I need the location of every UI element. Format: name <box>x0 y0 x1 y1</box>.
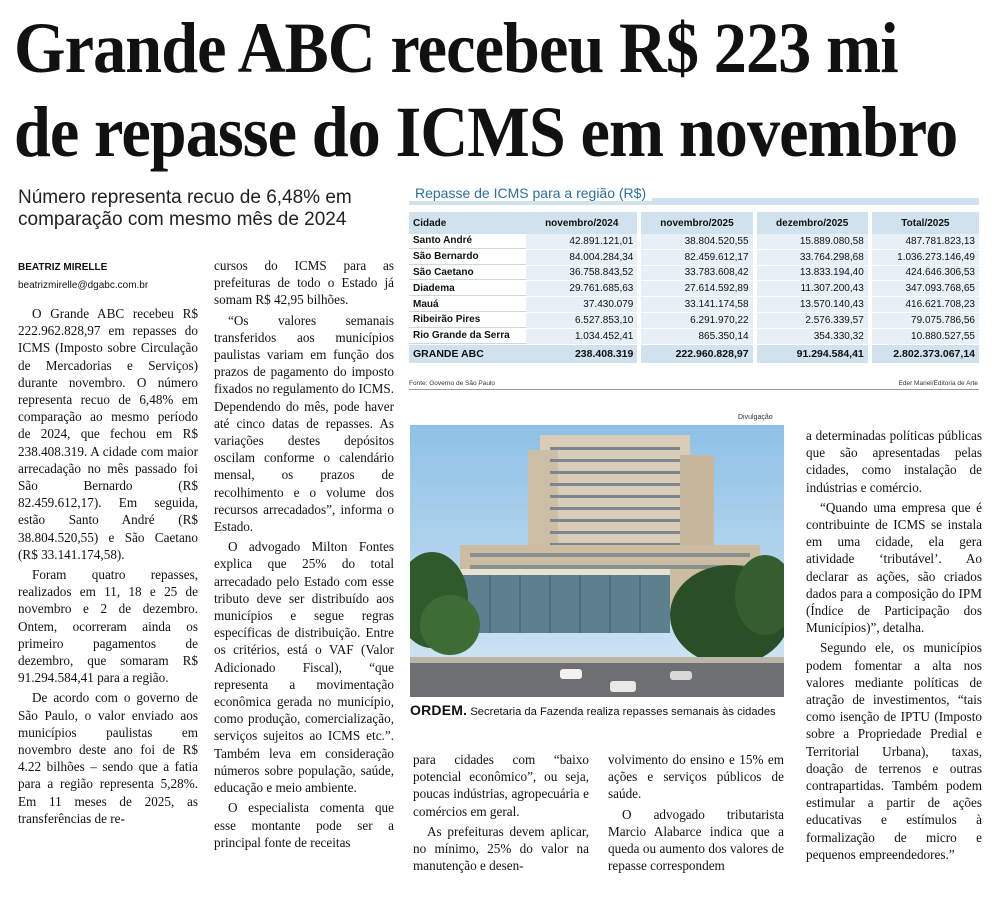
table-cell: Diadema <box>409 281 526 296</box>
paragraph: O especialista comenta que esse montante pode ser a principal fonte de receitas <box>214 800 394 850</box>
table-cell: 865.350,14 <box>641 329 752 344</box>
subheadline: Número representa recuo de 6,48% em comparação com mesmo mês de 2024 <box>18 187 352 230</box>
table-total-cell: GRANDE ABC <box>409 345 526 363</box>
table-cell: 33.783.608,42 <box>641 266 752 281</box>
table-row <box>409 250 979 266</box>
paragraph: O advogado Milton Fontes explica que 25% do total arrecadado pelo Estado com esse tributo deve ser distribuído aos municípios e segue regras específicas de distribuição. Entre os critérios, está o VAF (Valor Adicionado Fiscal), “que representa a movimentação econômica gerada no município, como produção, comercialização, serviços sujeitos ao ICMS etc.”. Também leva em consideração números sobre população, saúde, educação e meio ambiente. <box>214 539 394 796</box>
table-cell: Ribeirão Pires <box>409 313 526 328</box>
photo-credit: Divulgação <box>738 414 773 421</box>
building-photo <box>410 425 784 697</box>
table-cell: 82.459.612,17 <box>641 250 752 265</box>
paragraph: para cidades com “baixo potencial econômico”, ou seja, poucas indústrias, agropecuária e comércios em geral. <box>413 752 589 819</box>
table-cell: 1.036.273.146,49 <box>872 250 979 265</box>
table-title: Repasse de ICMS para a região (R$) <box>409 185 652 201</box>
headline-line-2: de repasse do ICMS em novembro <box>14 92 958 172</box>
paragraph: As prefeituras devem aplicar, no mínimo, 25% do valor na manutenção e desen- <box>413 823 589 874</box>
icms-table <box>409 212 979 363</box>
table-cell: São Caetano <box>409 266 526 281</box>
table-credit: Eder Mariel/Editoria de Arte <box>898 380 978 387</box>
table-cell: São Bernardo <box>409 250 526 265</box>
paragraph: De acordo com o governo de São Paulo, o valor enviado aos municípios paulistas em novembro deste ano foi de R$ 4.22 bilhões – sendo que a fatia para a região representa 5,28%. Em 11 meses de 2025, as transferências de re- <box>18 690 198 826</box>
table-total-cell: 2.802.373.067,14 <box>872 345 979 363</box>
table-cell: 38.804.520,55 <box>641 234 752 249</box>
table-total-row <box>409 345 979 363</box>
table-header-cell: Total/2025 <box>872 212 979 234</box>
table-row <box>409 329 979 345</box>
table-cell: 354.330,32 <box>757 329 868 344</box>
paragraph: a determinadas políticas públicas que são apresentadas pelas cidades, como instalação de indústrias e comércio. <box>806 428 982 495</box>
table-cell: 42.891.121,01 <box>526 234 637 249</box>
paragraph: O advogado tributarista Marcio Alabarce indica que a queda ou aumento dos valores de repasse correspondem <box>608 806 784 874</box>
table-title-bar <box>409 187 979 205</box>
table-cell: 10.880.527,55 <box>872 329 979 344</box>
table-cell: 29.761.685,63 <box>526 281 637 296</box>
table-header-row <box>409 212 979 234</box>
caption-lead: ORDEM. <box>410 702 468 718</box>
table-row <box>409 297 979 313</box>
table-cell: 6.291.970,22 <box>641 313 752 328</box>
table-cell: 33.141.174,58 <box>641 297 752 312</box>
table-cell: 416.621.708,23 <box>872 297 979 312</box>
author-name: BEATRIZ MIRELLE <box>18 262 108 273</box>
table-total-cell: 238.408.319 <box>526 345 637 363</box>
table-cell: 1.034.452,41 <box>526 329 637 344</box>
table-cell: 33.764.298,68 <box>757 250 868 265</box>
table-cell: 487.781.823,13 <box>872 234 979 249</box>
table-cell: 13.570.140,43 <box>757 297 868 312</box>
article-column-4 <box>608 751 784 874</box>
author-email[interactable]: beatrizmirelle@dgabc.com.br <box>18 280 149 291</box>
table-cell: 36.758.843,52 <box>526 266 637 281</box>
paragraph: Foram quatro repasses, realizados em 11, 18 e 25 de novembro e 2 de dezembro. Ontem, ocorreram ainda os primeiro pagamentos de dezembro, que somaram R$ 91.294.584,41 para a região. <box>18 567 198 686</box>
paragraph: “Quando uma empresa que é contribuinte de ICMS se instala em uma cidade, ela gera atividade ‘tributável’. Ao declarar as ações, são criados dados para a composição do IPM (Índice de Participação dos Municípios)”, detalha. <box>806 499 982 636</box>
paragraph: Segundo ele, os municípios podem fomentar a alta nos valores mediante políticas de atração de investimentos, “tais como isenção de IPTU (Imposto sobre a Propriedade Predial e Territorial Urbana), taxas, doação de terrenos e outras contrapartidas. Também podem estimular a partir de ações educativas e estímulos à formalização de micro e pequenos empreendedores.” <box>806 640 982 862</box>
article-column-3 <box>413 751 589 874</box>
table-header-cell: novembro/2024 <box>526 212 637 234</box>
table-row <box>409 281 979 297</box>
building-illustration <box>410 425 784 697</box>
headline <box>14 6 958 174</box>
table-cell: 27.614.592,89 <box>641 281 752 296</box>
article-column-2 <box>214 257 394 851</box>
article-column-1 <box>18 305 198 827</box>
table-cell: Santo André <box>409 234 526 249</box>
table-cell: 2.576.339,57 <box>757 313 868 328</box>
table-source: Fonte: Governo de São Paulo <box>409 380 496 387</box>
table-row <box>409 313 979 329</box>
article-column-5 <box>806 427 982 863</box>
table-header-cell: novembro/2025 <box>641 212 752 234</box>
table-total-cell: 91.294.584,41 <box>757 345 868 363</box>
table-cell: Mauá <box>409 297 526 312</box>
table-cell: 347.093.768,65 <box>872 281 979 296</box>
table-total-cell: 222.960.828,97 <box>641 345 752 363</box>
table-cell: 13.833.194,40 <box>757 266 868 281</box>
paragraph: volvimento do ensino e 15% em ações e serviços públicos de saúde. <box>608 752 784 802</box>
caption-text: Secretaria da Fazenda realiza repasses semanais às cidades <box>470 706 776 718</box>
divider <box>409 389 979 390</box>
table-cell: 6.527.853,10 <box>526 313 637 328</box>
table-cell: 84.004.284,34 <box>526 250 637 265</box>
table-cell: 79.075.786,56 <box>872 313 979 328</box>
table-header-cell: dezembro/2025 <box>757 212 868 234</box>
table-cell: 15.889.080,58 <box>757 234 868 249</box>
table-header-cell: Cidade <box>409 212 526 234</box>
table-cell: 424.646.306,53 <box>872 266 979 281</box>
table-row <box>409 266 979 282</box>
table-cell: 37.430.079 <box>526 297 637 312</box>
paragraph: cursos do ICMS para as prefeituras de todo o Estado já somam R$ 42,95 bilhões. <box>214 258 394 308</box>
photo-caption <box>410 702 790 718</box>
table-cell: 11.307.200,43 <box>757 281 868 296</box>
table-row <box>409 234 979 250</box>
paragraph: O Grande ABC recebeu R$ 222.962.828,97 em repasses do ICMS (Imposto sobre Circulação de Mercadorias e Serviços) durante novembro. O número representa recuo de 6,48% em comparação ao mesmo período de 2024, que fechou em R$ 238.408.319. A cidade com maior arrecadação no mês passado foi São Bernardo (R$ 82.459.612,17). Em seguida, estão Santo André (R$ 38.804.520,55) e São Caetano (R$ 33.141.174,58). <box>18 306 198 562</box>
headline-line-1: Grande ABC recebeu R$ 223 mi <box>14 8 898 88</box>
paragraph: “Os valores semanais transferidos aos municípios paulistas variam em função dos prazos de pagamento do imposto fixados no regulamento do ICMS. Dependendo do mês, pode haver até cinco datas de repasses. As variações destes depósitos oscilam conforme o calendário mensal, os prazos de recolhimento e o volume dos recursos arrecadados”, informa o Estado. <box>214 312 394 535</box>
table-cell: Rio Grande da Serra <box>409 329 526 344</box>
